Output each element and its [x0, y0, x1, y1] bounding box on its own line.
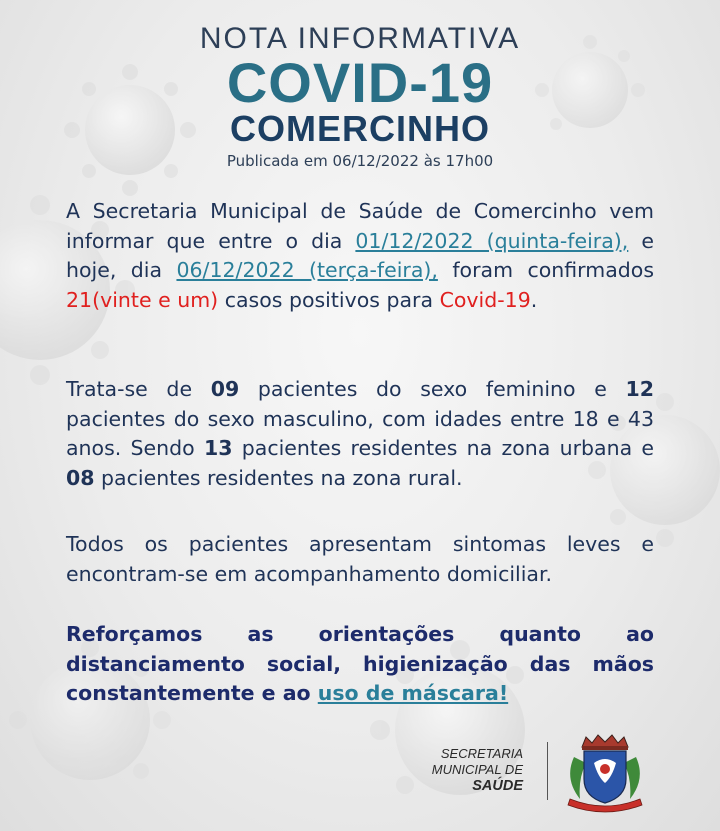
text: casos positivos para — [218, 287, 440, 312]
paragraph-symptoms: Todos os pacientes apresentam sintomas leves e encontram-se em acompanhamento domiciliar. — [66, 532, 654, 586]
footer-line2: MUNICIPAL DE — [431, 762, 523, 777]
rural-count: 08 — [66, 465, 95, 490]
case-count: 21(vinte e um) — [66, 287, 219, 312]
text: pacientes residentes na zona urbana e — [232, 436, 654, 460]
female-count: 09 — [210, 377, 240, 401]
text: pacientes do sexo masculino, com idades entre 18 e 43 anos. Sendo — [66, 406, 654, 460]
text: A Secretaria Municipal de Saúde de Comercinho vem informar que entre o dia — [66, 199, 654, 253]
urban-count: 13 — [203, 436, 233, 460]
date-start-link[interactable]: 01/12/2022 (quinta-feira), — [355, 228, 629, 253]
published-date: Publicada em 06/12/2022 às 17h00 — [226, 152, 494, 170]
footer-line1: SECRETARIA — [440, 746, 523, 761]
disease-name: Covid-19 — [439, 287, 531, 312]
paragraph-demographics — [66, 375, 654, 493]
male-count: 12 — [625, 377, 655, 401]
title-comercinho: COMERCINHO — [230, 108, 490, 149]
text: Trata-se de — [66, 377, 211, 401]
municipal-crest-icon — [560, 733, 650, 813]
text: e hoje, dia — [66, 228, 654, 282]
title-covid-19: COVID-19 — [226, 51, 494, 114]
title-nota-informativa: NOTA INFORMATIVA — [199, 22, 521, 55]
text: pacientes residentes na zona rural. — [94, 465, 463, 490]
date-end-link[interactable]: 06/12/2022 (terça-feira), — [176, 258, 438, 282]
footer-divider — [547, 742, 548, 800]
text: . — [530, 287, 538, 312]
paragraph-guidance — [66, 620, 654, 709]
text: foram confirmados — [437, 258, 654, 282]
footer-secretaria — [395, 746, 523, 794]
text: pacientes do sexo feminino e — [239, 377, 626, 401]
paragraph-cases — [66, 197, 654, 315]
footer-line3: SAÚDE — [472, 778, 523, 794]
text: Reforçamos as orientações quanto ao distanciamento social, higienização das mãos constantemente e ao — [66, 622, 654, 705]
mask-link[interactable]: uso de máscara! — [317, 681, 509, 705]
